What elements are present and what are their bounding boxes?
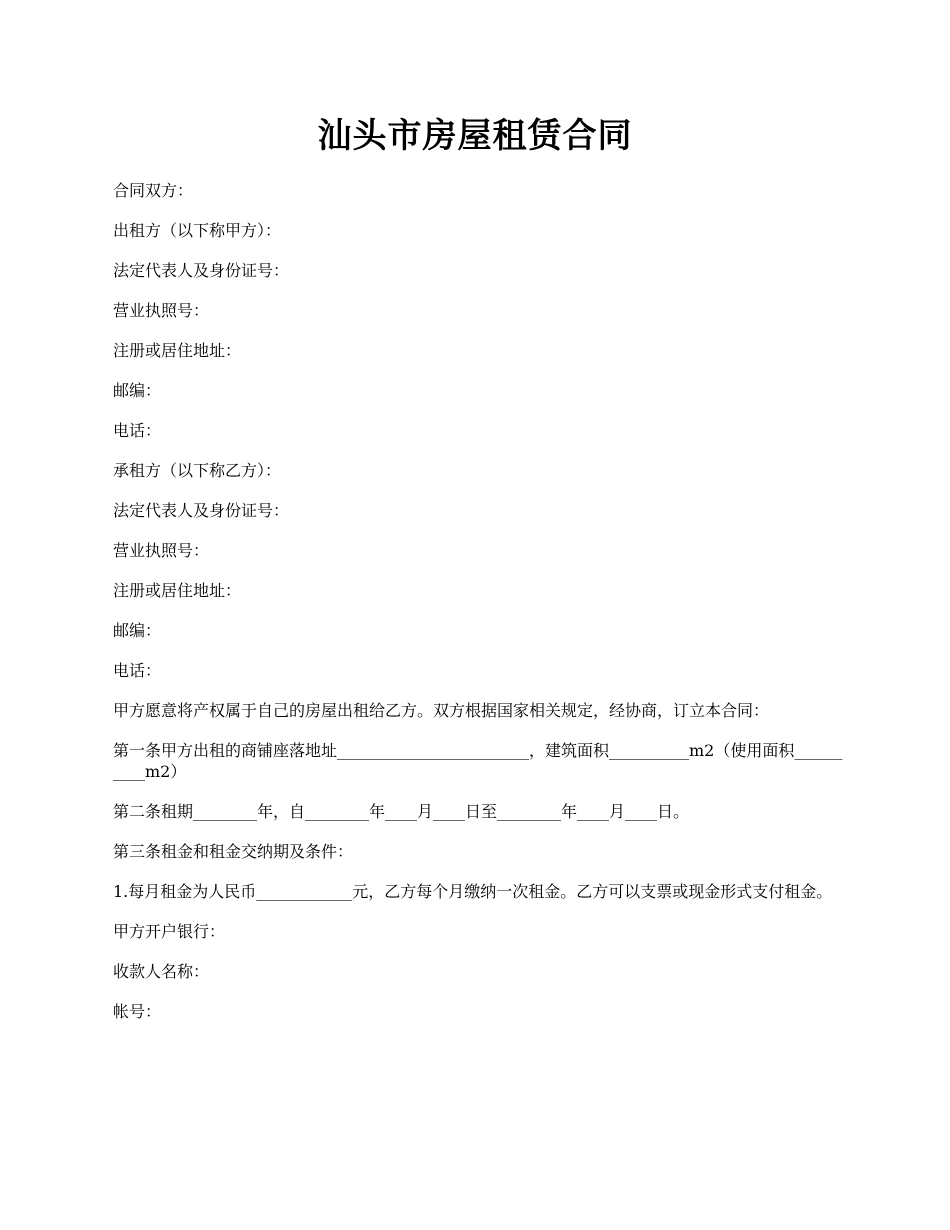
paragraph-lessor: 出租方（以下称甲方）： [113,221,282,240]
paragraph-rent-terms: 1.每月租金为人民币____________元，乙方每个月缴纳一次租金。乙方可以支票或现金形式支付租金。 [113,882,833,901]
paragraph-lessee-phone: 电话： [113,661,162,680]
paragraph-lessee-license: 营业执照号： [113,541,210,560]
paragraph-parties: 合同双方： [113,181,194,200]
paragraph-article-1: 第一条甲方出租的商铺座落地址________________________，建筑面积__________m2（使用面积__________m2） [113,741,843,781]
paragraph-article-3: 第三条租金和租金交纳期及条件： [113,842,354,861]
document-body [113,180,843,1041]
paragraph-bank: 甲方开户银行： [113,922,226,941]
paragraph-lessor-phone: 电话： [113,421,162,440]
paragraph-lessee-representative: 法定代表人及身份证号： [113,501,290,520]
paragraph-lessor-representative: 法定代表人及身份证号： [113,261,290,280]
document-title: 汕头市房屋租赁合同 [317,116,633,156]
paragraph-lessor-postcode: 邮编： [113,381,162,400]
paragraph-article-2: 第二条租期________年，自________年____月____日至________年____月____日。 [113,802,690,821]
paragraph-lessor-license: 营业执照号： [113,301,210,320]
paragraph-lessee-address: 注册或居住地址： [113,581,242,600]
paragraph-account: 帐号： [113,1002,162,1021]
paragraph-payee: 收款人名称： [113,962,210,981]
paragraph-lessee-postcode: 邮编： [113,621,162,640]
paragraph-lessor-address: 注册或居住地址： [113,341,242,360]
paragraph-lessee: 承租方（以下称乙方）： [113,461,282,480]
paragraph-preamble: 甲方愿意将产权属于自己的房屋出租给乙方。双方根据国家相关规定，经协商，订立本合同： [113,701,770,720]
